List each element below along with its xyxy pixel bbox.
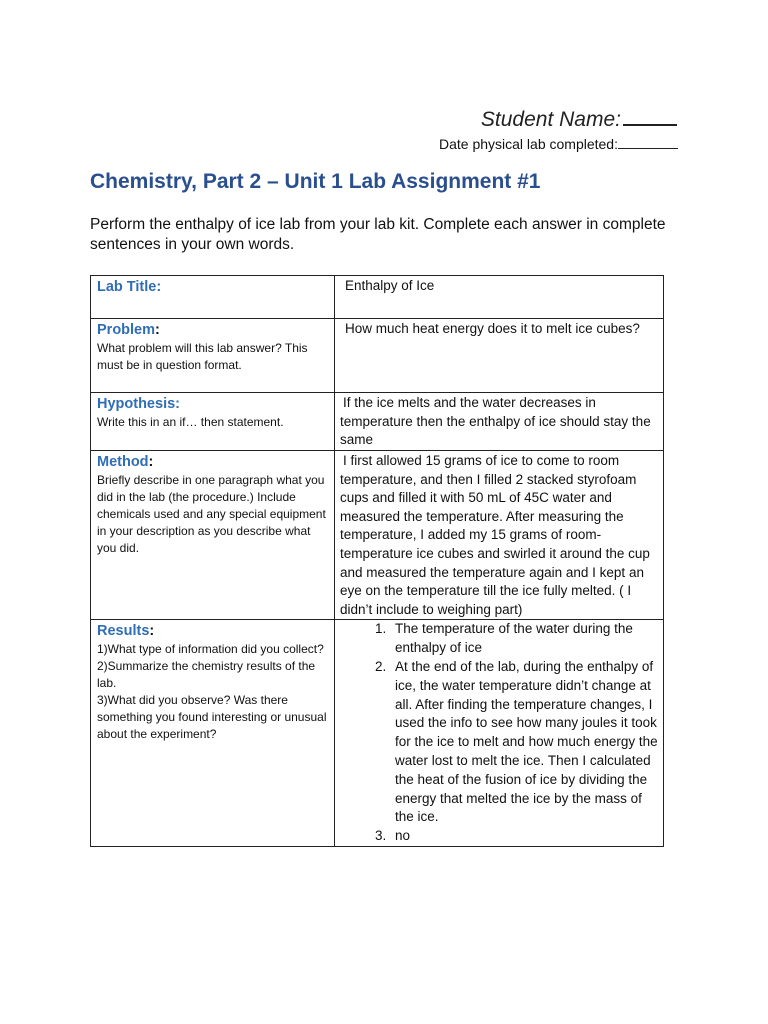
table-row-problem — [91, 319, 664, 393]
results-answer-list — [340, 620, 659, 846]
lab-title-answer: Enthalpy of Ice — [345, 278, 435, 293]
method-answer: I first allowed 15 grams of ice to come to room temperature, and then I filled 2 stacked styrofoam cups and filled it with 50 mL of 45C water and measured the temperature. After measuring the temperature, I added my 15 grams of room-temperature ice cubes and swirled it around the cup and measured the temperature again and I kept an eye on the temperature till the ice fully melted. ( I didn’t include to weighing part) — [340, 453, 650, 617]
results-label-cell: Results: 1)What type of information did you collect? 2)Summarize the chemistry results of the lab. 3)What did you observe? Was there something you found interesting or unusual about the experiment? — [91, 620, 335, 847]
date-completed-label: Date physical lab completed: — [439, 136, 618, 152]
problem-label: Problem — [97, 322, 156, 338]
problem-label-cell: Problem: What problem will this lab answer? This must be in question format. — [91, 319, 335, 393]
lab-title-answer-cell — [335, 276, 664, 319]
date-completed-blank — [618, 136, 678, 149]
table-row-method — [91, 451, 664, 620]
lab-title-label: Lab Title: — [97, 279, 162, 295]
results-answer-cell — [335, 620, 664, 847]
method-label: Method — [97, 454, 149, 470]
results-label: Results — [97, 623, 150, 640]
lab-title-label-cell — [91, 276, 335, 319]
results-description-3: 3)What did you observe? Was there something you found interesting or unusual about the experiment? — [97, 693, 327, 742]
hypothesis-label-cell — [91, 393, 335, 451]
student-name-blank — [623, 106, 677, 126]
student-name-label: Student Name: — [480, 108, 621, 131]
hypothesis-answer-cell — [335, 393, 664, 451]
problem-answer-cell — [335, 319, 664, 393]
student-name-field — [481, 106, 677, 132]
problem-answer: How much heat energy does it to melt ice cubes? — [345, 321, 640, 336]
list-item: 1. The temperature of the water during the enthalpy of ice — [390, 620, 659, 658]
method-answer-cell — [335, 451, 664, 620]
list-item: 2. At the end of the lab, during the enthalpy of ice, the water temperature didn’t change at all. After finding the temperature changes, I used the info to see how many joules it took for the ice to melt and how much energy the water lost to melt the ice. Then I calculated the heat of the fusion of ice by dividing the energy that melted the ice by the mass of the ice. — [390, 658, 659, 827]
method-description: Briefly describe in one paragraph what you did in the lab (the procedure.) Include chemicals used and any special equipment in your description as you describe what you did. — [97, 473, 326, 555]
hypothesis-description: Write this in an if… then statement. — [97, 415, 284, 429]
instructions-paragraph: Perform the enthalpy of ice lab from your lab kit. Complete each answer in complete sentences in your own words. — [90, 216, 666, 253]
table-row-hypothesis — [91, 393, 664, 451]
list-item: 3. no — [390, 827, 659, 846]
hypothesis-label: Hypothesis: — [97, 396, 180, 412]
hypothesis-answer: If the ice melts and the water decreases in temperature then the enthalpy of ice should stay the same — [340, 395, 651, 448]
page-title: Chemistry, Part 2 – Unit 1 Lab Assignment #1 — [90, 170, 541, 193]
table-row-results — [91, 620, 664, 847]
results-description-2: 2)Summarize the chemistry results of the lab. — [97, 659, 316, 691]
results-description-1: 1)What type of information did you collect? — [97, 642, 324, 657]
table-row-lab-title — [91, 276, 664, 319]
lab-report-table — [90, 275, 664, 847]
problem-description: What problem will this lab answer? This must be in question format. — [97, 341, 308, 372]
method-label-cell: Method: Briefly describe in one paragraph what you did in the lab (the procedure.) Include chemicals used and any special equipment in your description as you describe what you did. — [91, 451, 335, 620]
date-completed-field — [439, 136, 678, 152]
